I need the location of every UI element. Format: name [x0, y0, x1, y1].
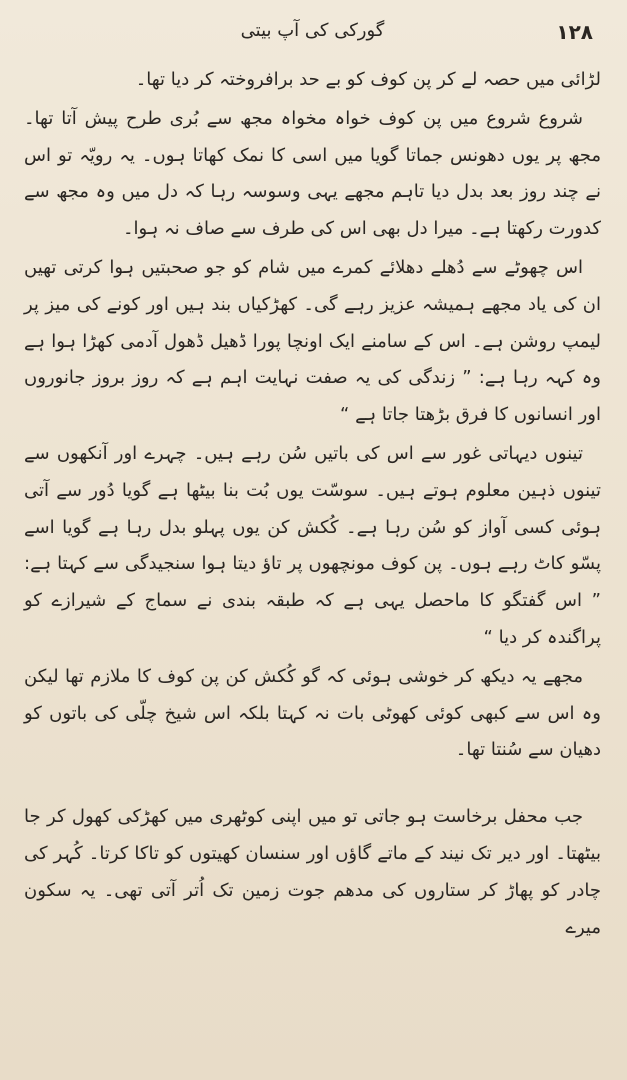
- page-header: [24, 12, 601, 62]
- paragraph-4: تینوں دیہاتی غور سے اس کی باتیں سُن رہے ہیں۔ چہرے اور آنکھوں سے تینوں ذہین معلوم ہوتے ہیں۔ سوسّت یوں بُت بنا بیٹھا ہے گویا دُور سے آتی ہوئی کسی آواز کو سُن رہا ہے۔ کُکش کن یوں پہلو بدل رہا ہے گویا اسے پسّو کاٹ رہے ہوں۔ پن کوف مونچھوں پر تاؤ دیتا ہوا سنجیدگی سے کہتا ہے: ” اس گفتگو کا ماحصل یہی ہے کہ طبقہ بندی نے سماج کے شیرازے کو پراگندہ کر دیا “: [24, 442, 601, 648]
- page-number: ۱۲۸: [556, 20, 593, 44]
- paragraph-1: لڑائی میں حصہ لے کر پن کوف کو بے حد برافروختہ کر دیا تھا۔: [135, 69, 601, 90]
- running-title: گورکی کی آپ بیتی: [240, 20, 385, 41]
- paragraph-5: مجھے یہ دیکھ کر خوشی ہوئی کہ گو کُکش کن پن کوف کا ملازم تھا لیکن وہ اس سے کبھی کوئی کھوٹی بات نہ کہتا بلکہ اس شیخ چلّی کی باتوں کو دھیان سے سُنتا تھا۔: [24, 665, 601, 761]
- text-body: [24, 62, 601, 946]
- paragraph-6: جب محفل برخاست ہو جاتی تو میں اپنی کوٹھری میں کھڑکی کھول کر جا بیٹھتا۔ اور دیر تک نیند کے ماتے گاؤں اور سنسان کھیتوں کو تاکا کرتا۔ کُہر کی چادر کو پھاڑ کر ستاروں کی مدھم جوت زمین تک اُتر آتی تھی۔ یہ سکون میرے: [24, 806, 601, 938]
- paragraph-2: شروع شروع میں پن کوف خواہ مخواہ مجھ سے بُری طرح پیش آتا تھا۔ مجھ پر یوں دھونس جماتا گویا میں اسی کا نمک کھاتا ہوں۔ یہ رویّہ تو اس نے چند روز بعد بدل دیا تاہم مجھے یہی وسوسہ رہا کہ دل میں وہ مجھ سے کدورت رکھتا ہے۔ میرا دل بھی اس کی طرف سے صاف نہ ہوا۔: [24, 107, 601, 240]
- paragraph-3: اس چھوٹے سے دُھلے دھلائے کمرے میں شام کو جو صحبتیں ہوا کرتی تھیں ان کی یاد مجھے ہمیشہ عزیز رہے گی۔ کھڑکیاں بند ہیں اور کونے کی میز پر لیمپ روشن ہے۔ اس کے سامنے ایک اونچا پورا ڈھیل ڈھول آدمی کھڑا ہوا ہے وہ کہہ رہا ہے: ” زندگی کی یہ صفت نہایت اہم ہے کہ روز بروز جانوروں اور انسانوں کا فرق بڑھتا جاتا ہے “: [24, 256, 601, 426]
